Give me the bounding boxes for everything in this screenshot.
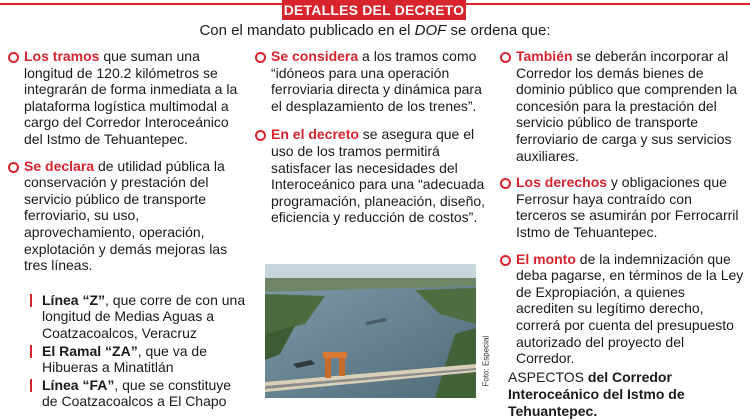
- column-3: [500, 48, 744, 377]
- photo-caption: ASPECTOS del Corredor Interoceánico del Istmo de Tehuantepec.: [508, 369, 685, 419]
- photo-credit: Foto: Especial: [481, 335, 491, 387]
- bullet-icon: [255, 130, 266, 141]
- list-item: Los tramos que suman una longitud de 120.2 kilómetros se integrarán de forma inmediata a la plataforma logística multimodal a cargo del Corredor Interoceánico del Istmo de Tehuantepec.: [8, 48, 246, 148]
- column-1: [8, 48, 246, 411]
- bullet-icon: [255, 52, 266, 63]
- subtitle: Con el mandato publicado en el DOF se ordena que:: [199, 22, 551, 39]
- bullet-icon: [500, 178, 511, 189]
- list-item: También se deberán incorporar al Corredor los demás bienes de dominio público que comprenden la concesión para la prestación del servicio público de transporte ferroviario de carga y sus servicios auxiliares.: [500, 48, 744, 164]
- list-item: El monto de la indemnización que deba pagarse, en términos de la Ley de Expropiación, a quienes acrediten su legítimo derecho, correrá por cuenta del presupuesto autorizado del proyecto del Corredor.: [500, 251, 744, 367]
- list-item: Se declara de utilidad pública la conservación y prestación del servicio público de transporte ferroviario, su uso, aprovechamiento, operación, explotación y demás mejoras las tres líneas.: [8, 158, 246, 274]
- bridge-photo: [265, 264, 476, 398]
- railway-line-fa: Línea “FA”, que se constituye de Coatzacoalcos a El Chapo: [30, 377, 246, 410]
- list-item: Se considera a los tramos como “idóneos para una operación ferroviaria directa y dinámica para el desplazamiento de los trenes”.: [255, 48, 487, 114]
- railway-line-za: El Ramal “ZA”, que va de Hibueras a Minatitlán: [30, 343, 246, 376]
- column-2: [255, 48, 487, 236]
- section-title: DETALLES DEL DECRETO: [283, 2, 465, 18]
- bridge-aerial-image: [265, 264, 476, 398]
- bullet-icon: [8, 162, 19, 173]
- list-item: Los derechos y obligaciones que Ferrosur haya contraído con terceros se asumirán por Ferrocarril Istmo de Tehuantepec.: [500, 174, 744, 240]
- railway-line-z: Línea “Z”, que corre de con una longitud de Medias Aguas a Coatzacoalcos, Veracruz: [30, 292, 246, 342]
- list-item: En el decreto se asegura que el uso de los tramos permitirá satisfacer las necesidades del Interoceánico para una “adecuada programación, planeación, diseño, eficiencia y reducción de costos”.: [255, 126, 487, 226]
- bullet-icon: [500, 52, 511, 63]
- bullet-icon: [8, 52, 19, 63]
- bullet-icon: [500, 255, 511, 266]
